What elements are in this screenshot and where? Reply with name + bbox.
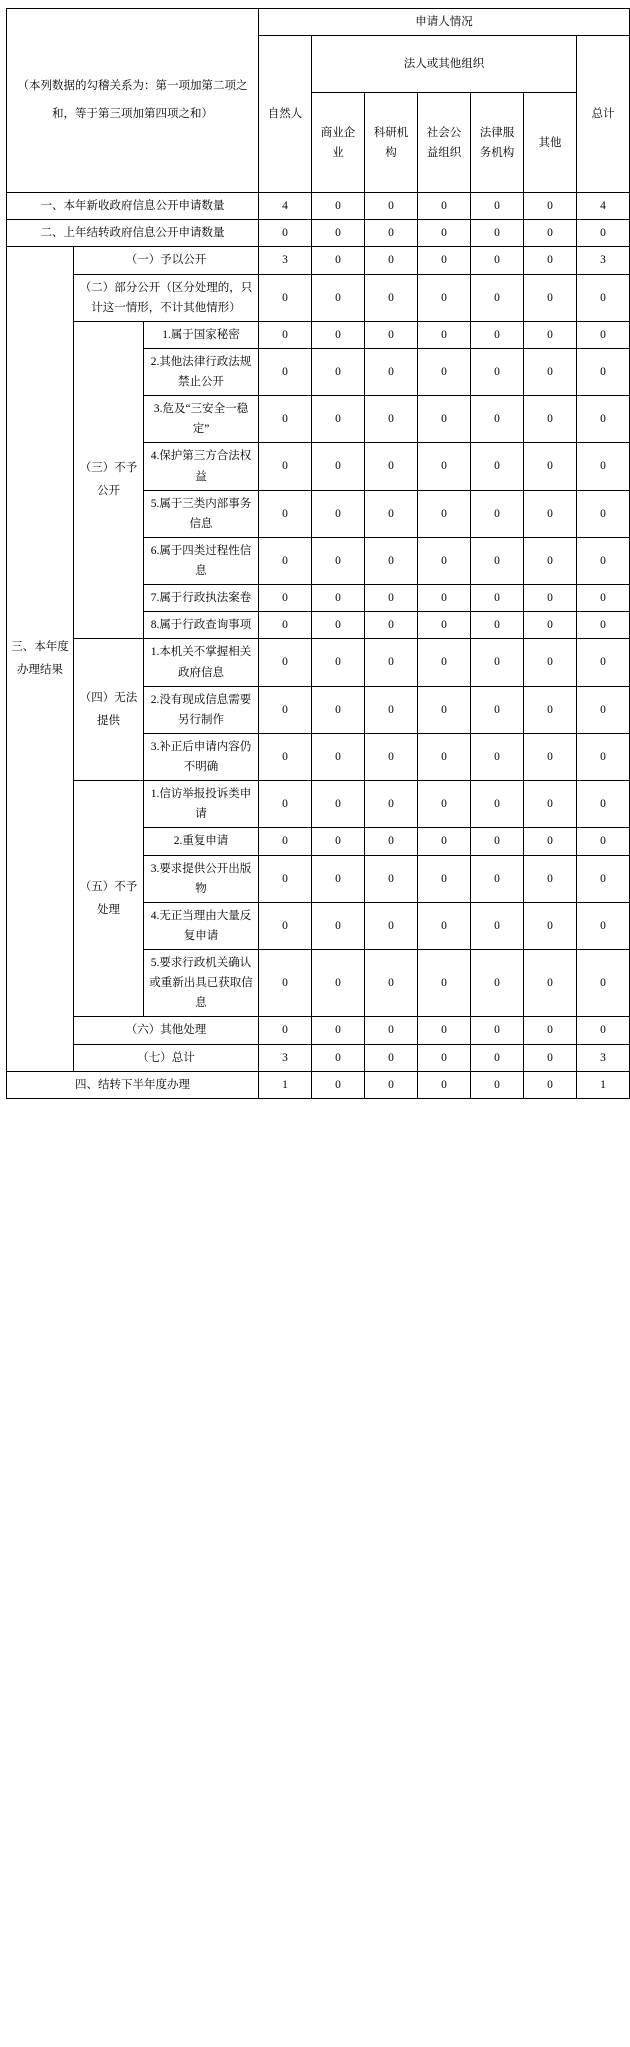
group-label-not-disclosed: （三）不予公开 xyxy=(74,321,144,639)
cell-value: 0 xyxy=(471,1071,524,1098)
group-label-cannot-provide: （四）无法提供 xyxy=(74,639,144,781)
cell-value: 0 xyxy=(524,585,577,612)
row-label-unable-2: 2.没有现成信息需要另行制作 xyxy=(144,686,259,733)
row-label-subtotal: （七）总计 xyxy=(74,1044,259,1071)
cell-value: 3 xyxy=(259,1044,312,1071)
cell-value: 0 xyxy=(365,781,418,828)
cell-value: 0 xyxy=(577,855,630,902)
cell-value: 0 xyxy=(577,950,630,1017)
cell-value: 0 xyxy=(312,902,365,949)
cell-value: 0 xyxy=(418,855,471,902)
cell-value: 0 xyxy=(365,585,418,612)
government-info-disclosure-table xyxy=(6,8,630,1099)
cell-value: 0 xyxy=(259,639,312,686)
cell-value: 0 xyxy=(524,902,577,949)
cell-value: 0 xyxy=(418,1017,471,1044)
cell-value: 0 xyxy=(365,247,418,274)
cell-value: 0 xyxy=(418,490,471,537)
row-label-disclose: （一）予以公开 xyxy=(74,247,259,274)
cell-value: 0 xyxy=(524,247,577,274)
cell-value: 0 xyxy=(471,686,524,733)
cell-value: 0 xyxy=(259,612,312,639)
cell-value: 0 xyxy=(312,490,365,537)
cell-value: 0 xyxy=(471,733,524,780)
cell-value: 0 xyxy=(312,639,365,686)
row-label-nd-1: 1.属于国家秘密 xyxy=(144,321,259,348)
cell-value: 0 xyxy=(524,396,577,443)
cell-value: 0 xyxy=(524,686,577,733)
cell-value: 0 xyxy=(259,443,312,490)
cell-value: 0 xyxy=(418,396,471,443)
cell-value: 0 xyxy=(471,537,524,584)
cell-value: 0 xyxy=(365,902,418,949)
cell-value: 0 xyxy=(577,443,630,490)
cell-value: 0 xyxy=(524,193,577,220)
row-label-nohandle-4: 4.无正当理由大量反复申请 xyxy=(144,902,259,949)
cell-value: 0 xyxy=(365,220,418,247)
cell-value: 0 xyxy=(312,781,365,828)
cell-value: 0 xyxy=(365,396,418,443)
table-row xyxy=(7,247,630,274)
header-legal-entity-group: 法人或其他组织 xyxy=(312,36,577,93)
row-label-nd-4: 4.保护第三方合法权益 xyxy=(144,443,259,490)
cell-value: 0 xyxy=(365,950,418,1017)
cell-value: 0 xyxy=(312,733,365,780)
cell-value: 0 xyxy=(524,1017,577,1044)
cell-value: 1 xyxy=(577,1071,630,1098)
row-label-nohandle-2: 2.重复申请 xyxy=(144,828,259,855)
corner-note-cell: （本列数据的勾稽关系为：第一项加第二项之和，等于第三项加第四项之和） xyxy=(7,9,259,193)
cell-value: 0 xyxy=(471,443,524,490)
cell-value: 0 xyxy=(577,274,630,321)
cell-value: 0 xyxy=(365,733,418,780)
cell-value: 0 xyxy=(524,1044,577,1071)
cell-value: 3 xyxy=(577,1044,630,1071)
cell-value: 0 xyxy=(365,537,418,584)
row-label-next-period: 四、结转下半年度办理 xyxy=(7,1071,259,1098)
cell-value: 0 xyxy=(312,193,365,220)
cell-value: 0 xyxy=(259,321,312,348)
cell-value: 0 xyxy=(259,950,312,1017)
cell-value: 0 xyxy=(577,396,630,443)
group-label-annual-result: 三、本年度办理结果 xyxy=(7,247,74,1071)
cell-value: 0 xyxy=(577,321,630,348)
cell-value: 0 xyxy=(471,247,524,274)
row-label-nohandle-1: 1.信访举报投诉类申请 xyxy=(144,781,259,828)
table-row xyxy=(7,1044,630,1071)
cell-value: 0 xyxy=(418,247,471,274)
cell-value: 0 xyxy=(471,348,524,395)
table-row xyxy=(7,220,630,247)
cell-value: 0 xyxy=(365,828,418,855)
table-row xyxy=(7,639,630,686)
row-label-unable-1: 1.本机关不掌握相关政府信息 xyxy=(144,639,259,686)
cell-value: 0 xyxy=(259,274,312,321)
row-label-nohandle-5: 5.要求行政机关确认或重新出具已获取信息 xyxy=(144,950,259,1017)
cell-value: 0 xyxy=(365,348,418,395)
cell-value: 0 xyxy=(524,348,577,395)
cell-value: 0 xyxy=(418,443,471,490)
cell-value: 0 xyxy=(365,612,418,639)
cell-value: 0 xyxy=(471,612,524,639)
cell-value: 0 xyxy=(577,902,630,949)
cell-value: 0 xyxy=(418,686,471,733)
cell-value: 0 xyxy=(259,490,312,537)
cell-value: 0 xyxy=(312,1017,365,1044)
header-research-institution: 科研机构 xyxy=(365,93,418,193)
cell-value: 0 xyxy=(259,828,312,855)
cell-value: 0 xyxy=(418,612,471,639)
cell-value: 0 xyxy=(524,490,577,537)
row-label-other-handle: （六）其他处理 xyxy=(74,1017,259,1044)
cell-value: 0 xyxy=(418,585,471,612)
cell-value: 0 xyxy=(524,781,577,828)
cell-value: 0 xyxy=(577,612,630,639)
table-row xyxy=(7,1071,630,1098)
cell-value: 0 xyxy=(524,274,577,321)
cell-value: 0 xyxy=(577,1017,630,1044)
cell-value: 0 xyxy=(471,781,524,828)
cell-value: 0 xyxy=(524,733,577,780)
row-label-unable-3: 3.补正后申请内容仍不明确 xyxy=(144,733,259,780)
cell-value: 0 xyxy=(471,1044,524,1071)
cell-value: 0 xyxy=(524,639,577,686)
cell-value: 0 xyxy=(365,1044,418,1071)
cell-value: 0 xyxy=(471,902,524,949)
row-label-new-received: 一、本年新收政府信息公开申请数量 xyxy=(7,193,259,220)
cell-value: 0 xyxy=(471,950,524,1017)
cell-value: 0 xyxy=(577,348,630,395)
cell-value: 0 xyxy=(312,348,365,395)
cell-value: 1 xyxy=(259,1071,312,1098)
cell-value: 0 xyxy=(471,490,524,537)
row-label-partial-disclose: （二）部分公开（区分处理的，只计这一情形，不计其他情形） xyxy=(74,274,259,321)
cell-value: 0 xyxy=(365,686,418,733)
cell-value: 0 xyxy=(365,1017,418,1044)
row-label-nd-2: 2.其他法律行政法规禁止公开 xyxy=(144,348,259,395)
cell-value: 0 xyxy=(259,220,312,247)
cell-value: 0 xyxy=(471,639,524,686)
row-label-nd-8: 8.属于行政查询事项 xyxy=(144,612,259,639)
cell-value: 0 xyxy=(312,247,365,274)
header-other: 其他 xyxy=(524,93,577,193)
cell-value: 0 xyxy=(259,855,312,902)
cell-value: 0 xyxy=(259,537,312,584)
cell-value: 0 xyxy=(312,950,365,1017)
cell-value: 0 xyxy=(259,902,312,949)
cell-value: 4 xyxy=(577,193,630,220)
row-label-nd-7: 7.属于行政执法案卷 xyxy=(144,585,259,612)
cell-value: 0 xyxy=(471,1017,524,1044)
cell-value: 3 xyxy=(577,247,630,274)
cell-value: 0 xyxy=(365,321,418,348)
cell-value: 3 xyxy=(259,247,312,274)
table-row xyxy=(7,321,630,348)
header-public-welfare-org: 社会公益组织 xyxy=(418,93,471,193)
table-row xyxy=(7,274,630,321)
cell-value: 0 xyxy=(471,321,524,348)
cell-value: 0 xyxy=(577,733,630,780)
table-row xyxy=(7,193,630,220)
cell-value: 0 xyxy=(259,1017,312,1044)
cell-value: 0 xyxy=(471,193,524,220)
cell-value: 0 xyxy=(259,733,312,780)
cell-value: 0 xyxy=(577,639,630,686)
cell-value: 0 xyxy=(471,220,524,247)
cell-value: 0 xyxy=(259,686,312,733)
cell-value: 0 xyxy=(577,828,630,855)
cell-value: 0 xyxy=(418,733,471,780)
cell-value: 0 xyxy=(418,828,471,855)
cell-value: 0 xyxy=(418,274,471,321)
cell-value: 0 xyxy=(418,902,471,949)
row-label-nohandle-3: 3.要求提供公开出版物 xyxy=(144,855,259,902)
cell-value: 0 xyxy=(577,781,630,828)
header-row-1 xyxy=(7,9,630,36)
cell-value: 0 xyxy=(365,490,418,537)
cell-value: 0 xyxy=(471,396,524,443)
cell-value: 0 xyxy=(259,396,312,443)
cell-value: 0 xyxy=(259,585,312,612)
cell-value: 0 xyxy=(312,321,365,348)
cell-value: 0 xyxy=(524,321,577,348)
table-row xyxy=(7,1017,630,1044)
cell-value: 4 xyxy=(259,193,312,220)
cell-value: 0 xyxy=(418,537,471,584)
row-label-nd-6: 6.属于四类过程性信息 xyxy=(144,537,259,584)
cell-value: 0 xyxy=(365,855,418,902)
header-applicant-group: 申请人情况 xyxy=(259,9,630,36)
cell-value: 0 xyxy=(471,585,524,612)
cell-value: 0 xyxy=(524,443,577,490)
cell-value: 0 xyxy=(312,612,365,639)
cell-value: 0 xyxy=(312,686,365,733)
cell-value: 0 xyxy=(471,274,524,321)
cell-value: 0 xyxy=(524,828,577,855)
cell-value: 0 xyxy=(577,686,630,733)
table-row xyxy=(7,781,630,828)
cell-value: 0 xyxy=(524,855,577,902)
cell-value: 0 xyxy=(577,490,630,537)
cell-value: 0 xyxy=(365,274,418,321)
cell-value: 0 xyxy=(312,1044,365,1071)
cell-value: 0 xyxy=(365,443,418,490)
cell-value: 0 xyxy=(312,828,365,855)
row-label-nd-3: 3.危及“三安全一稳定” xyxy=(144,396,259,443)
row-label-carried-over: 二、上年结转政府信息公开申请数量 xyxy=(7,220,259,247)
cell-value: 0 xyxy=(259,781,312,828)
cell-value: 0 xyxy=(471,828,524,855)
cell-value: 0 xyxy=(524,220,577,247)
header-natural-person: 自然人 xyxy=(259,36,312,193)
cell-value: 0 xyxy=(312,1071,365,1098)
cell-value: 0 xyxy=(259,348,312,395)
cell-value: 0 xyxy=(471,855,524,902)
cell-value: 0 xyxy=(312,274,365,321)
cell-value: 0 xyxy=(577,220,630,247)
cell-value: 0 xyxy=(418,321,471,348)
cell-value: 0 xyxy=(418,781,471,828)
cell-value: 0 xyxy=(312,585,365,612)
header-total: 总计 xyxy=(577,36,630,193)
cell-value: 0 xyxy=(418,348,471,395)
cell-value: 0 xyxy=(524,537,577,584)
cell-value: 0 xyxy=(312,443,365,490)
cell-value: 0 xyxy=(577,537,630,584)
cell-value: 0 xyxy=(418,1071,471,1098)
cell-value: 0 xyxy=(312,855,365,902)
cell-value: 0 xyxy=(577,585,630,612)
cell-value: 0 xyxy=(312,220,365,247)
cell-value: 0 xyxy=(418,950,471,1017)
header-commercial-enterprise: 商业企业 xyxy=(312,93,365,193)
cell-value: 0 xyxy=(312,537,365,584)
cell-value: 0 xyxy=(524,612,577,639)
cell-value: 0 xyxy=(418,639,471,686)
cell-value: 0 xyxy=(365,1071,418,1098)
row-label-nd-5: 5.属于三类内部事务信息 xyxy=(144,490,259,537)
cell-value: 0 xyxy=(312,396,365,443)
cell-value: 0 xyxy=(418,220,471,247)
cell-value: 0 xyxy=(418,1044,471,1071)
cell-value: 0 xyxy=(418,193,471,220)
cell-value: 0 xyxy=(365,639,418,686)
header-legal-service-org: 法律服务机构 xyxy=(471,93,524,193)
cell-value: 0 xyxy=(524,950,577,1017)
cell-value: 0 xyxy=(524,1071,577,1098)
cell-value: 0 xyxy=(365,193,418,220)
group-label-not-handled: （五）不予处理 xyxy=(74,781,144,1017)
